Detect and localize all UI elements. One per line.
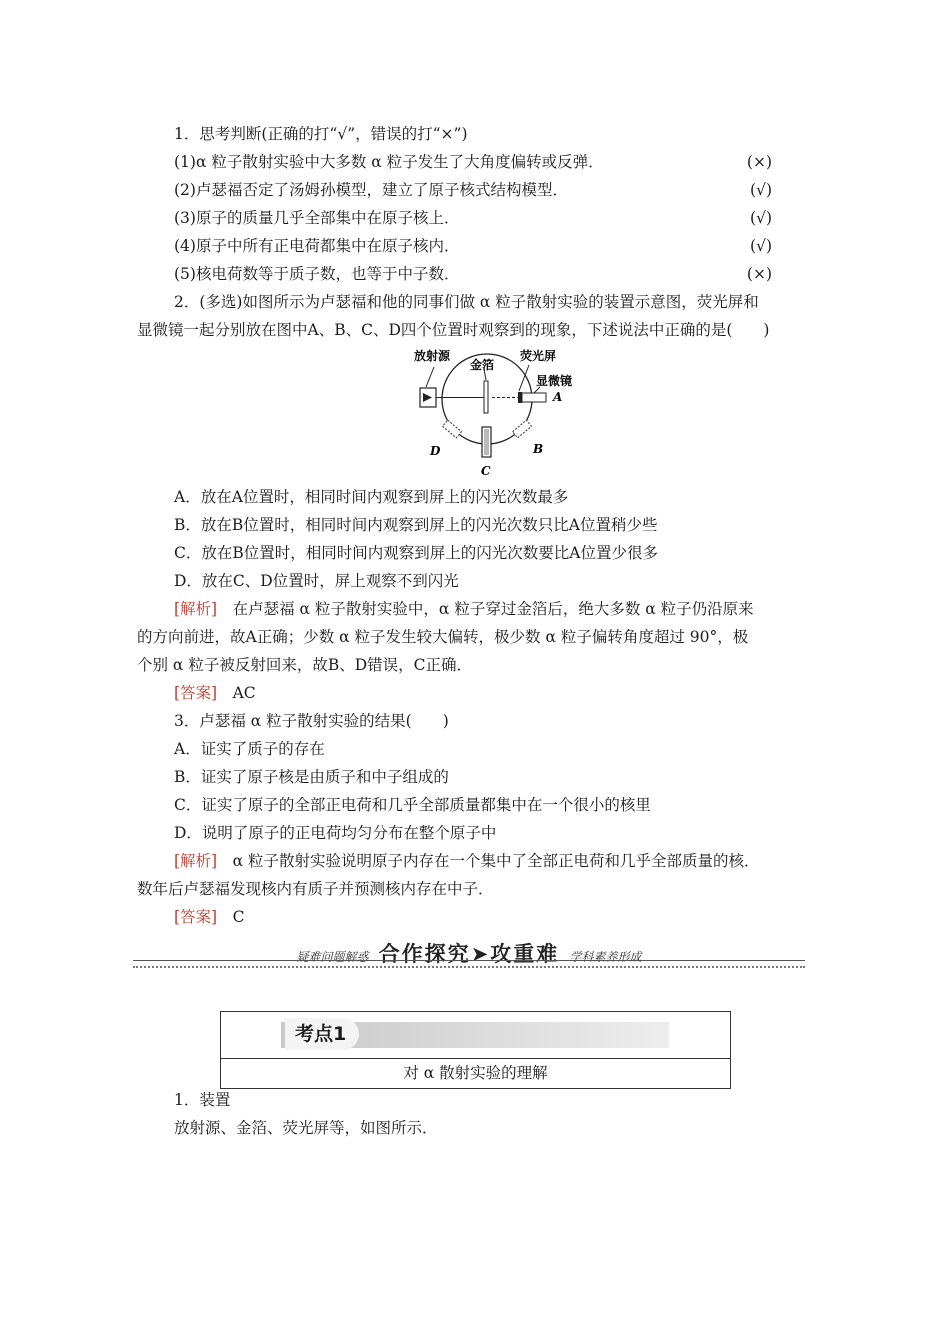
q3-option-a: A．证实了质子的存在	[174, 740, 325, 758]
q2-option-d: D．放在C、D位置时，屏上观察不到闪光	[174, 572, 459, 590]
kaodian-subtitle: 对 α 散射实验的理解	[403, 1064, 548, 1082]
source-leader	[426, 367, 434, 387]
scattering-apparatus-figure	[412, 347, 582, 477]
label-screen: 荧光屏	[520, 349, 557, 363]
q2-analysis-line1	[174, 599, 754, 619]
q2-answer	[174, 683, 256, 703]
q3-analysis-line1	[174, 851, 760, 871]
q2-stem-line1: 2．(多选)如图所示为卢瑟福和他的同事们做 α 粒子散射实验的装置示意图，荧光屏和	[174, 293, 759, 311]
judge-item-mark: (×)	[746, 265, 772, 283]
analysis-text: 在卢瑟福 α 粒子散射实验中，α 粒子穿过金箔后，绝大多数 α 粒子仍沿原来	[232, 600, 754, 618]
judge-item	[174, 152, 772, 172]
answer-value: C	[232, 908, 245, 926]
kaodian-header	[221, 1012, 730, 1059]
section-banner	[133, 938, 805, 968]
label-pos-d: D	[430, 444, 441, 458]
gold-foil	[484, 381, 488, 413]
label-pos-c: C	[481, 464, 491, 477]
q3-option-c: C．证实了原子的全部正电荷和几乎全部质量都集中在一个很小的核里	[174, 796, 651, 814]
kaodian-box	[220, 1011, 731, 1089]
section-heading: 1．装置	[174, 1091, 231, 1109]
answer-tag: [答案]	[174, 908, 218, 926]
q3-analysis-line2: 数年后卢瑟福发现核内有质子并预测核内存在中子．	[137, 880, 494, 898]
judge-item-mark: (×)	[746, 153, 772, 171]
banner-right-text: 学科素养形成	[569, 950, 642, 964]
answer-value: AC	[232, 684, 256, 702]
q2-analysis-line3: 个别 α 粒子被反射回来，故B、D错误，C正确．	[137, 656, 472, 674]
analysis-text: α 粒子散射实验说明原子内存在一个集中了全部正电荷和几乎全部质量的核．	[232, 852, 760, 870]
screen-b	[513, 420, 532, 438]
label-pos-b: B	[533, 442, 544, 456]
judge-item-text: (3)原子的质量几乎全部集中在原子核上．	[174, 209, 460, 227]
analysis-tag: [解析]	[174, 600, 218, 618]
judge-item	[174, 264, 772, 284]
label-foil: 金箔	[470, 358, 495, 372]
screen-c-fill	[484, 429, 489, 455]
banner-main-text-2: 攻重难	[490, 942, 560, 966]
banner-left-text: 疑难问题解惑	[296, 950, 369, 964]
microscope-a	[522, 393, 546, 402]
q3-option-b: B．证实了原子核是由质子和中子组成的	[174, 768, 449, 786]
banner-main-text: 合作探究	[378, 942, 471, 966]
judge-item-mark: (√)	[750, 209, 772, 227]
q3-option-d: D．说明了原子的正电荷均匀分布在整个原子中	[174, 824, 497, 842]
q2-option-b: B．放在B位置时，相同时间内观察到屏上的闪光次数只比A位置稍少些	[174, 516, 658, 534]
judge-item-text: (2)卢瑟福否定了汤姆孙模型，建立了原子核式结构模型．	[174, 181, 568, 199]
label-microscope: 显微镜	[536, 374, 573, 388]
judge-item-mark: (√)	[750, 237, 772, 255]
banner-arrow-icon: ➤	[470, 942, 491, 966]
q3-answer	[174, 907, 244, 927]
answer-tag: [答案]	[174, 684, 218, 702]
judge-item	[174, 236, 772, 256]
apparatus-diagram	[412, 347, 582, 477]
judge-item-text: (1)α 粒子散射实验中大多数 α 粒子发生了大角度偏转或反弹．	[174, 153, 604, 171]
label-pos-a: A	[553, 390, 563, 404]
q2-analysis-line2: 的方向前进，故A正确；少数 α 粒子发生较大偏转，极少数 α 粒子偏转角度超过 90°，极	[137, 628, 749, 646]
banner-rule	[133, 960, 805, 968]
analysis-tag: [解析]	[174, 852, 218, 870]
judge-item-mark: (√)	[750, 181, 772, 199]
q2-stem-line2: 显微镜一起分别放在图中A、B、C、D四个位置时观察到的现象，下述说法中正确的是( )	[137, 321, 770, 339]
screen-d	[443, 420, 462, 438]
q2-option-c: C．放在B位置时，相同时间内观察到屏上的闪光次数要比A位置少很多	[174, 544, 658, 562]
q2-option-a: A．放在A位置时，相同时间内观察到屏上的闪光次数最多	[174, 488, 569, 506]
screen-a	[518, 392, 522, 403]
judge-item	[174, 208, 772, 228]
judge-item-text: (5)核电荷数等于质子数，也等于中子数．	[174, 265, 460, 283]
q3-stem: 3．卢瑟福 α 粒子散射实验的结果( )	[174, 712, 449, 730]
label-source: 放射源	[414, 349, 451, 363]
judge-title: 1．思考判断(正确的打“√”，错误的打“×”)	[174, 125, 468, 143]
judge-item	[174, 180, 772, 200]
section-text: 放射源、金箔、荧光屏等，如图所示．	[174, 1119, 438, 1137]
judge-item-text: (4)原子中所有正电荷都集中在原子核内．	[174, 237, 460, 255]
kaodian-badge: 考点1	[285, 1018, 359, 1050]
